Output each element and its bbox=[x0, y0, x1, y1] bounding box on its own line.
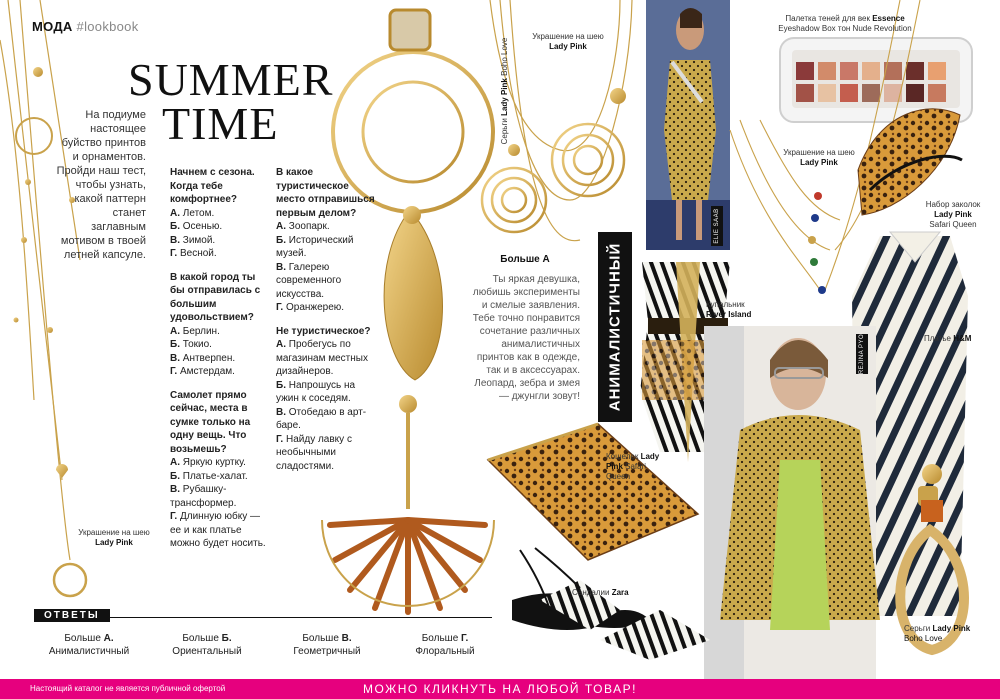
quiz-option: А. Зоопарк. bbox=[276, 221, 330, 232]
page-title bbox=[128, 54, 334, 149]
quiz-option: Б. Токио. bbox=[170, 339, 212, 350]
quiz-option: А. Берлин. bbox=[170, 325, 220, 337]
product-earrings-boho-top[interactable]: Серьги Lady Pink Boho Love bbox=[500, 37, 509, 145]
category-band-label: АНИМАЛИСТИЧНЫЙ bbox=[606, 242, 624, 412]
photo-tag-top: ELIE SAAB bbox=[711, 206, 723, 246]
product-swimsuit[interactable]: Купальник River Island bbox=[706, 300, 752, 319]
quiz-column-1 bbox=[170, 166, 270, 551]
quiz-option: А. Летом. bbox=[170, 207, 215, 219]
answers-bar bbox=[34, 605, 492, 621]
quiz-option: Б. Исторический музей. bbox=[276, 234, 354, 259]
quiz-option: В. Зимой. bbox=[170, 234, 216, 246]
title-line-2: TIME bbox=[162, 98, 279, 149]
quiz-option: А. Яркую куртку. bbox=[170, 457, 246, 468]
quiz-option: Б. Напрошусь на ужин к соседям. bbox=[276, 379, 356, 404]
product-wallet[interactable]: Кошелек Lady Pink Safari Queen bbox=[606, 452, 660, 481]
product-necklace-top[interactable]: Украшение на шею Lady Pink bbox=[532, 32, 604, 51]
product-hairclips[interactable]: Набор заколок Lady Pink Safari Queen bbox=[925, 200, 981, 229]
quiz-option: Г. Найду лавку с необычными сладостями. bbox=[276, 433, 352, 472]
result-a-text: Ты яркая девушка, любишь эксперименты и смелые заявления. Тебе точно понравится сочетание различных анималистичных принтов как в одежде, так и в аксессуарах. Леопард, зебра и змея — джунгли зовут! bbox=[472, 274, 580, 402]
quiz-option: А. Пробегусь по магазинам местных дизайнеров. bbox=[276, 339, 368, 377]
result-a-block bbox=[470, 254, 580, 403]
quiz-question: Не туристическое? bbox=[276, 325, 371, 337]
section-label: МОДА bbox=[32, 19, 73, 34]
fan-earring-art bbox=[330, 520, 485, 612]
answer-item: Больше В. Геометричный bbox=[293, 633, 361, 657]
product-earrings-boho-bottom[interactable]: Серьги Lady Pink Boho Love bbox=[904, 624, 971, 643]
category-band bbox=[598, 232, 632, 422]
quiz-question: Начнем с сезона. Когда тебе комфортнее? bbox=[170, 167, 255, 205]
footer-cta[interactable]: МОЖНО КЛИКНУТЬ НА ЛЮБОЙ ТОВАР! bbox=[363, 682, 637, 696]
quiz-option: В. Рубашку-трансформер. bbox=[170, 484, 237, 509]
quiz-option: В. Отобедаю в арт-баре. bbox=[276, 406, 367, 431]
quiz-option: Г. Оранжерею. bbox=[276, 302, 345, 313]
answers-label: ОТВЕТЫ bbox=[34, 609, 110, 622]
answer-item: Больше Б. Ориентальный bbox=[172, 633, 242, 657]
photo-tag-bottom: REJINA PYO bbox=[856, 334, 868, 374]
answer-item: Больше Г. Флоральный bbox=[415, 633, 475, 657]
product-dress[interactable]: Платье H&M bbox=[924, 334, 972, 343]
intro-text: На подиуме настоящее буйство принтов и орнаментов. Пройди наш тест, чтобы узнать, какой паттерн станет заглавным мотивом в твоей летней капсуле. bbox=[56, 109, 146, 261]
product-sandals[interactable]: Сандалии Zara bbox=[572, 588, 629, 597]
quiz-option: Г. Амстердам. bbox=[170, 366, 235, 377]
quiz-column-2 bbox=[276, 166, 378, 473]
section-tag: #lookbook bbox=[76, 19, 139, 34]
quiz-option: Б. Осенью. bbox=[170, 221, 223, 232]
quiz-option: В. Антверпен. bbox=[170, 352, 236, 364]
footer-disclaimer: Настоящий каталог не является публичной офертой bbox=[30, 684, 226, 693]
quiz-option: В. Галерею современного искусства. bbox=[276, 261, 342, 300]
quiz-option: Б. Платье-халат. bbox=[170, 470, 248, 482]
quiz-question: В какой город ты бы отправилась с большим удовольствием? bbox=[170, 271, 261, 323]
product-necklace-left[interactable]: Украшение на шею Lady Pink bbox=[78, 528, 150, 547]
answer-item: Больше А. Анималистичный bbox=[48, 633, 130, 657]
result-a-heading: Больше А bbox=[500, 254, 550, 265]
section-header bbox=[32, 19, 139, 34]
product-eyeshadow[interactable]: Палетка теней для век Essence Eyeshadow Box тон Nude Revolution bbox=[778, 14, 912, 33]
title-line-1: SUMMER bbox=[128, 54, 334, 105]
necklace-left-art bbox=[0, 0, 86, 596]
quiz-option: Г. Длинную юбку — ее и как платье можно будет носить. bbox=[170, 511, 266, 549]
sandals-art bbox=[512, 548, 710, 660]
quiz-question: Самолет прямо сейчас, места в сумке только на одну вещь. Что возьмешь? bbox=[170, 389, 251, 455]
runway-photo-bottom bbox=[704, 326, 880, 679]
quiz-question: В какое туристическое место отправишься первым делом? bbox=[276, 167, 375, 219]
footer-bar bbox=[0, 679, 1000, 699]
product-necklace-right[interactable]: Украшение на шею Lady Pink bbox=[783, 148, 855, 167]
quiz-option: Г. Весной. bbox=[170, 248, 217, 259]
